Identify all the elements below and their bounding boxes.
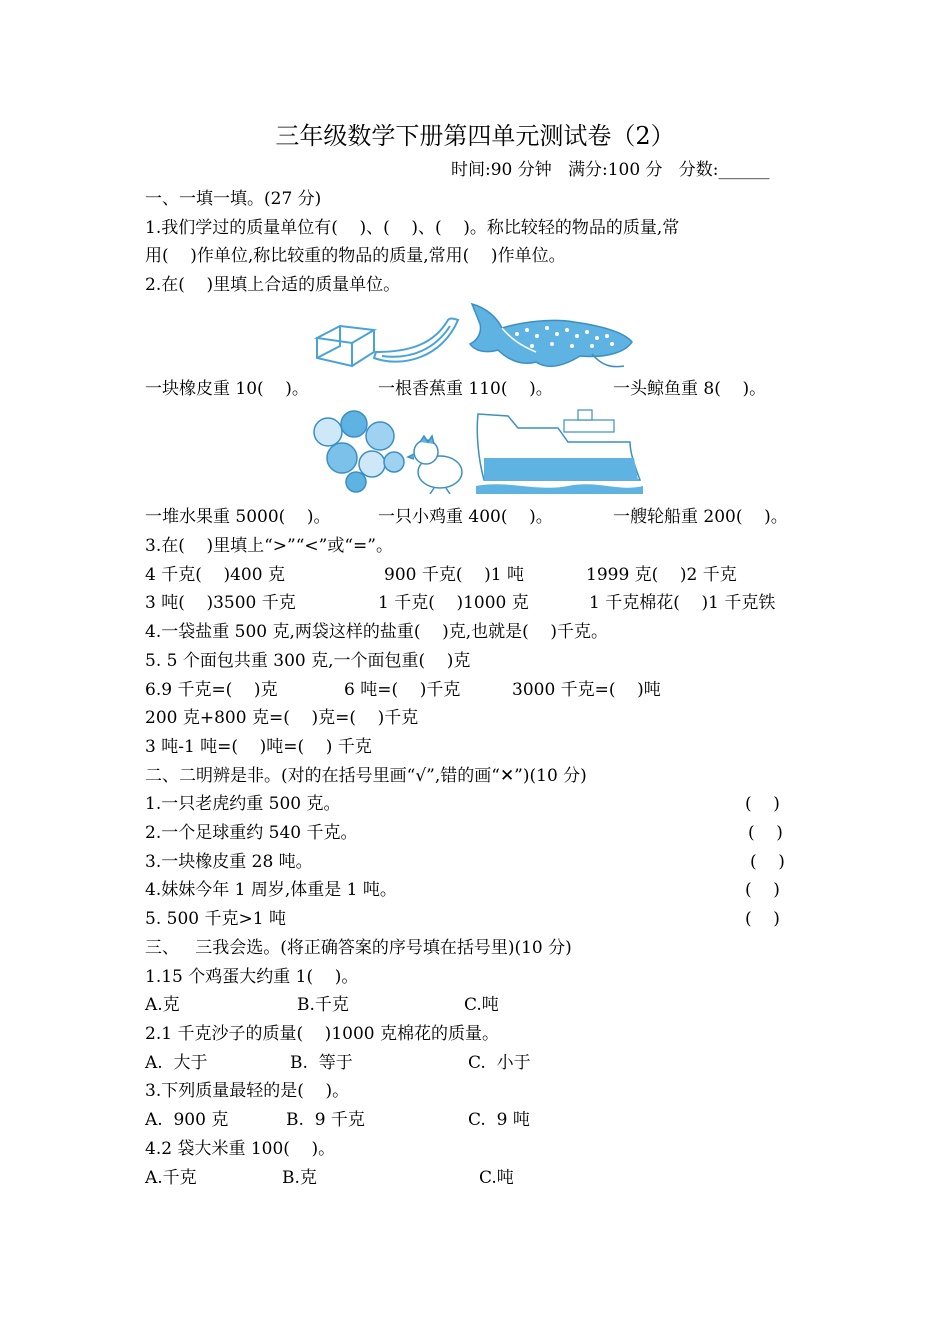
chick-icon xyxy=(408,436,462,494)
exam-info: 时间:90 分钟 满分:100 分 分数:______ xyxy=(451,160,770,180)
choice-2-option-c: C. 小于 xyxy=(468,1053,531,1073)
question-2: 2.在( )里填上合适的质量单位。 xyxy=(145,275,401,295)
question-1-line-2: 用( )作单位,称比较重的物品的质量,常用( )作单位。 xyxy=(145,246,566,266)
judge-bracket-4: ( ) xyxy=(745,880,780,900)
conversion-item-2: 6 吨=( )千克 xyxy=(344,680,461,700)
choice-4-option-b: B.克 xyxy=(282,1168,317,1188)
choice-4-option-a: A.千克 xyxy=(145,1168,197,1188)
unit-item-eraser: 一块橡皮重 10( )。 xyxy=(145,379,309,399)
judge-item-3: 3.一块橡皮重 28 吨。 xyxy=(145,852,313,872)
conversion-item-5: 3 吨-1 吨=( )吨=( ) 千克 xyxy=(145,737,372,757)
unit-item-chick: 一只小鸡重 400( )。 xyxy=(378,507,553,527)
eraser-icon xyxy=(317,326,374,366)
choice-2-option-b: B. 等于 xyxy=(290,1053,353,1073)
conversion-item-1: 6.9 千克=( )克 xyxy=(145,680,278,700)
unit-item-banana: 一根香蕉重 110( )。 xyxy=(378,379,553,399)
choice-question-2: 2.1 千克沙子的质量( )1000 克棉花的质量。 xyxy=(145,1024,499,1044)
choice-3-option-a: A. 900 克 xyxy=(145,1110,229,1130)
question-3: 3.在( )里填上“>”“<”或“=”。 xyxy=(145,536,393,556)
question-5: 5. 5 个面包共重 300 克,一个面包重( )克 xyxy=(145,651,471,671)
judge-item-2: 2.一个足球重约 540 千克。 xyxy=(145,823,358,843)
choice-3-option-b: B. 9 千克 xyxy=(286,1110,365,1130)
judge-item-1: 1.一只老虎约重 500 克。 xyxy=(145,794,341,814)
ship-icon xyxy=(476,410,643,494)
unit-item-ship: 一艘轮船重 200( )。 xyxy=(613,507,788,527)
section-2-heading: 二、二明辨是非。(对的在括号里画“√”,错的画“✕”)(10 分) xyxy=(145,766,587,786)
choice-question-1: 1.15 个鸡蛋大约重 1( )。 xyxy=(145,967,359,987)
unit-item-fruit: 一堆水果重 5000( )。 xyxy=(145,507,331,527)
conversion-item-3: 3000 千克=( )吨 xyxy=(512,680,661,700)
page-title: 三年级数学下册第四单元测试卷（2） xyxy=(275,122,675,150)
choice-3-option-c: C. 9 吨 xyxy=(468,1110,530,1130)
choice-4-option-c: C.吨 xyxy=(479,1168,514,1188)
choice-1-option-c: C.吨 xyxy=(464,995,499,1015)
compare-item-4: 3 吨( )3500 千克 xyxy=(145,593,296,613)
banana-icon xyxy=(374,319,458,362)
judge-bracket-1: ( ) xyxy=(745,794,780,814)
fruit-pile-icon xyxy=(314,411,404,492)
whale-shark-icon xyxy=(470,304,632,367)
compare-item-5: 1 千克( )1000 克 xyxy=(378,593,529,613)
judge-item-4: 4.妹妹今年 1 周岁,体重是 1 吨。 xyxy=(145,880,397,900)
choice-1-option-a: A.克 xyxy=(145,995,180,1015)
fruit-chick-ship-illustration xyxy=(308,402,643,494)
compare-item-1: 4 千克( )400 克 xyxy=(145,565,285,585)
choice-question-3: 3.下列质量最轻的是( )。 xyxy=(145,1081,350,1101)
judge-bracket-3: ( ) xyxy=(750,852,785,872)
section-1-heading: 一、一填一填。(27 分) xyxy=(145,189,322,209)
choice-1-option-b: B.千克 xyxy=(297,995,349,1015)
judge-bracket-2: ( ) xyxy=(748,823,783,843)
conversion-item-4: 200 克+800 克=( )克=( )千克 xyxy=(145,708,419,728)
question-4: 4.一袋盐重 500 克,两袋这样的盐重( )克,也就是( )千克。 xyxy=(145,622,609,642)
question-1-line-1: 1.我们学过的质量单位有( )、( )、( )。称比较轻的物品的质量,常 xyxy=(145,218,680,238)
compare-item-3: 1999 克( )2 千克 xyxy=(586,565,737,585)
compare-item-6: 1 千克棉花( )1 千克铁 xyxy=(589,593,776,613)
judge-item-5: 5. 500 千克>1 吨 xyxy=(145,909,286,929)
section-3-heading: 三、 三我会选。(将正确答案的序号填在括号里)(10 分) xyxy=(145,938,572,958)
judge-bracket-5: ( ) xyxy=(745,909,780,929)
choice-question-4: 4.2 袋大米重 100( )。 xyxy=(145,1139,336,1159)
choice-2-option-a: A. 大于 xyxy=(145,1053,208,1073)
eraser-banana-whale-illustration xyxy=(312,296,642,374)
compare-item-2: 900 千克( )1 吨 xyxy=(384,565,524,585)
unit-item-whale: 一头鲸鱼重 8( )。 xyxy=(613,379,767,399)
